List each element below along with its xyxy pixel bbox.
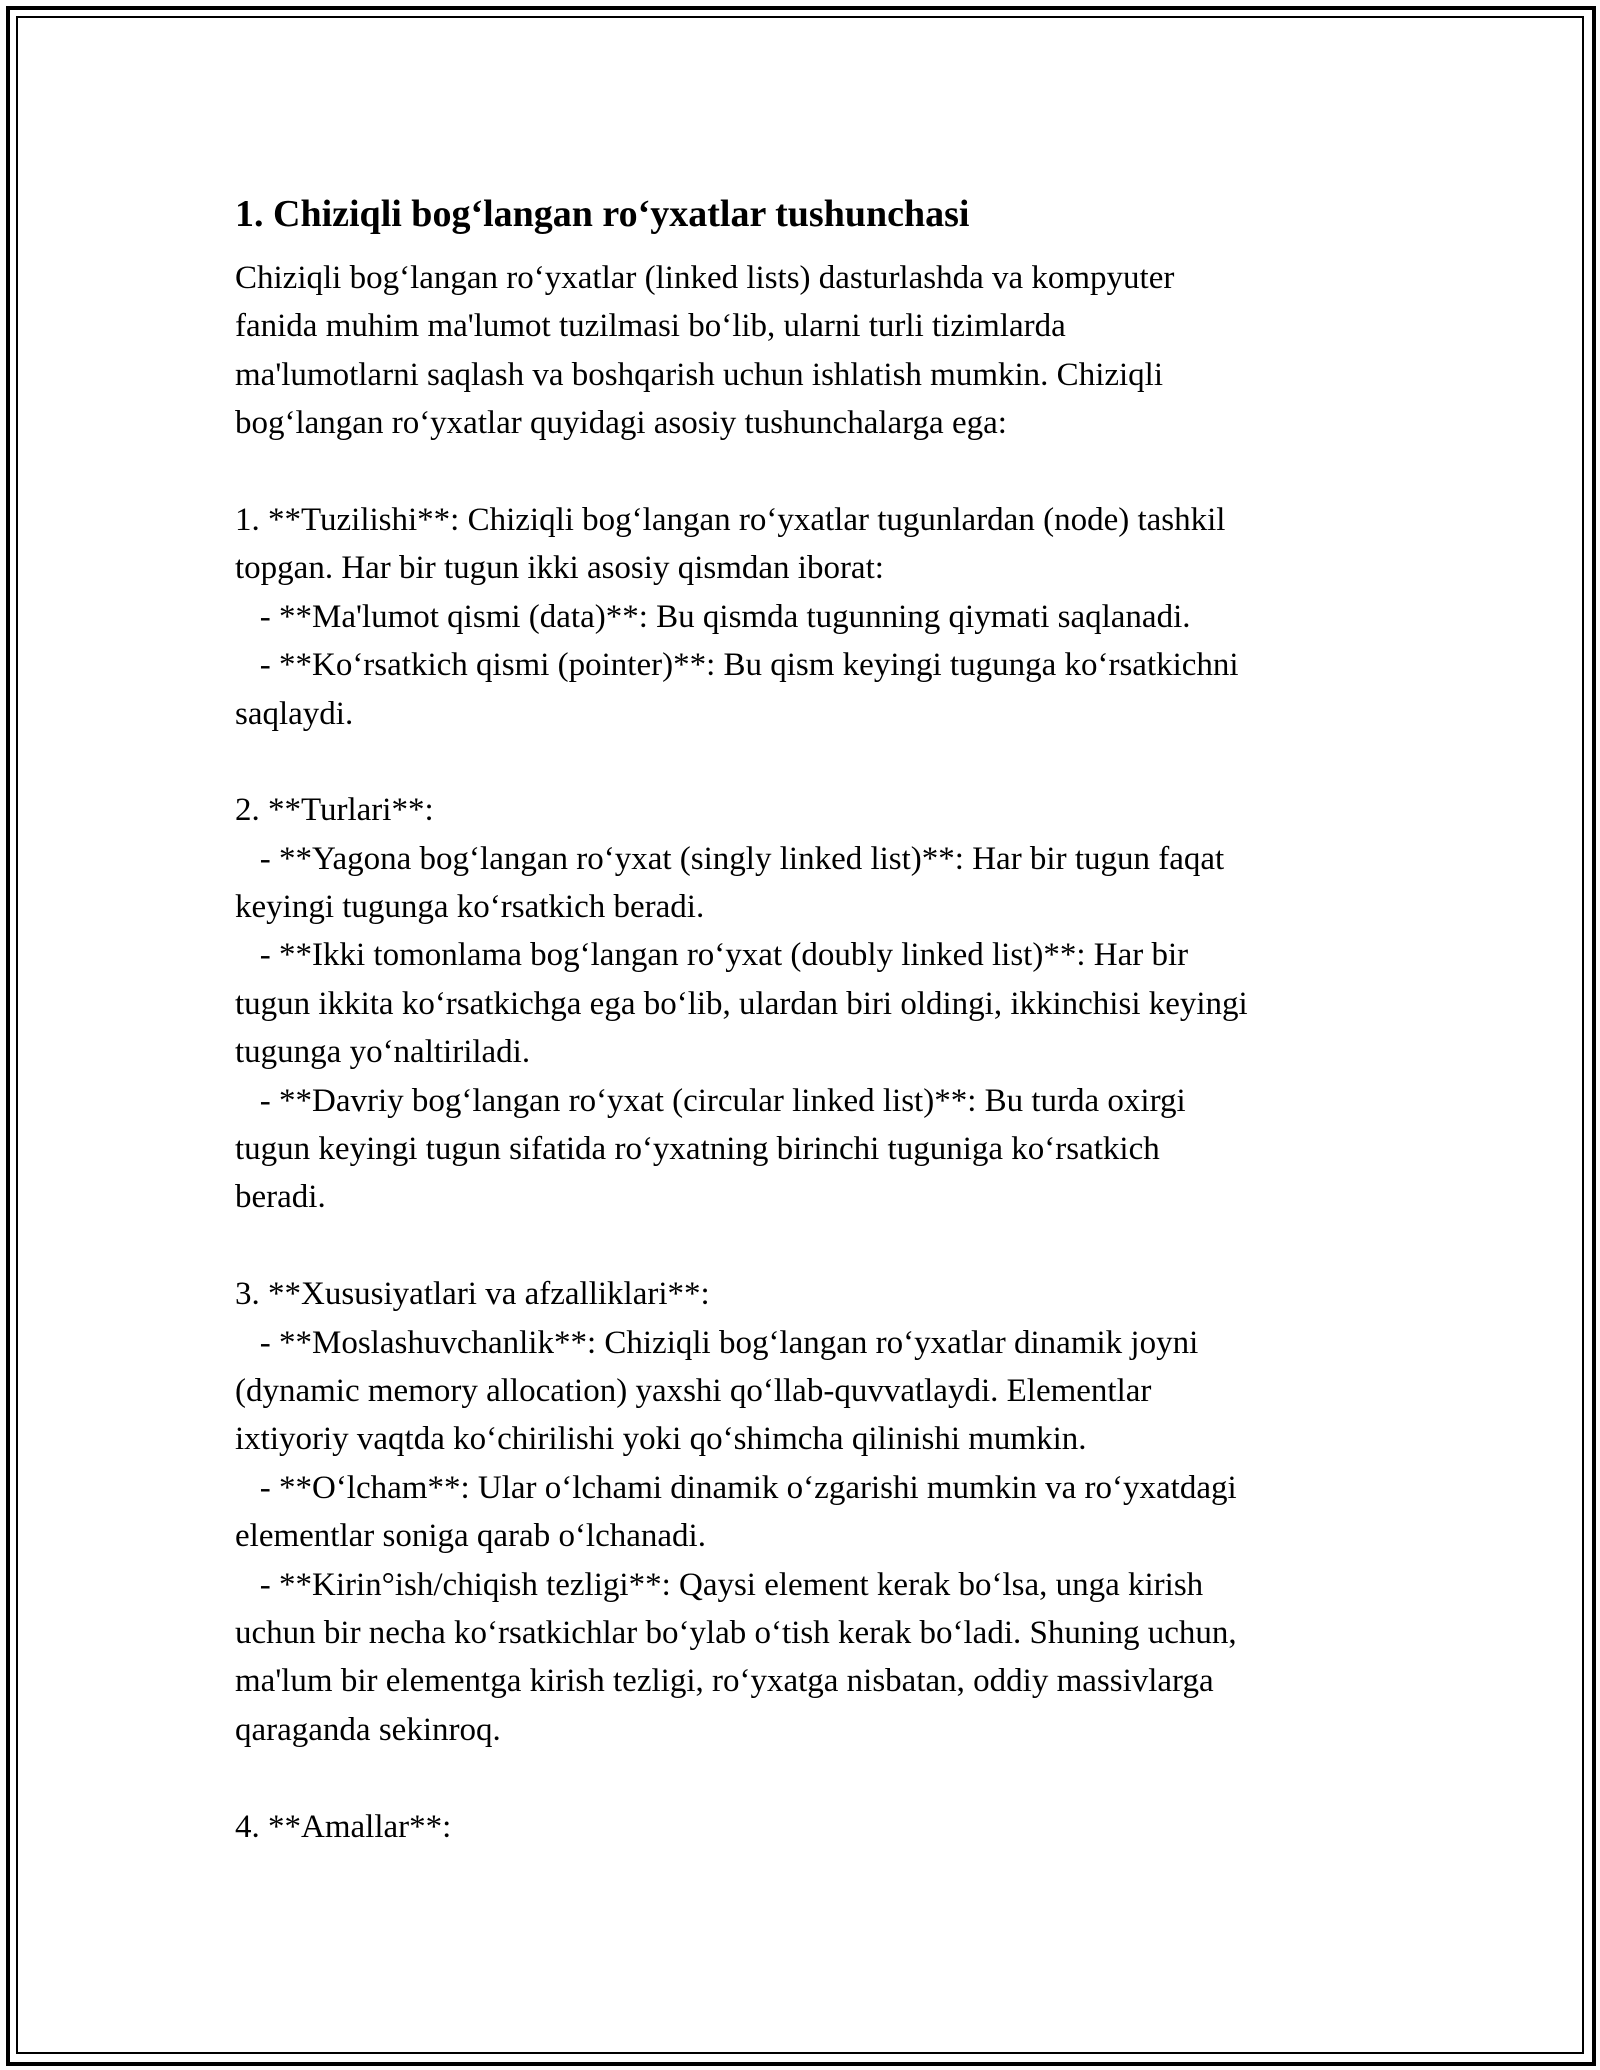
- text-line: ixtiyoriy vaqtda ko‘chirilishi yoki qo‘shimcha qilinishi mumkin.: [235, 1421, 1087, 1458]
- text-line: - **Ma'lumot qismi (data)**: Bu qismda tugunning qiymati saqlanadi.: [235, 598, 1191, 635]
- paragraph-spacer: [235, 738, 1375, 786]
- text-line: - **Ko‘rsatkich qismi (pointer)**: Bu qism keyingi tugunga ko‘rsatkichni: [235, 647, 1239, 684]
- text-line: uchun bir necha ko‘rsatkichlar bo‘ylab o‘tish kerak bo‘ladi. Shuning uchun,: [235, 1614, 1237, 1651]
- text-line: - **Ikki tomonlama bog‘langan ro‘yxat (doubly linked list)**: Har bir: [235, 937, 1189, 974]
- text-line: beradi.: [235, 1179, 326, 1216]
- intro-paragraph: [235, 254, 1375, 448]
- text-line: - **Moslashuvchanlik**: Chiziqli bog‘langan ro‘yxatlar dinamik joyni: [235, 1324, 1199, 1361]
- text-line: fanida muhim ma'lumot tuzilmasi bo‘lib, ularni turli tizimlarda: [235, 308, 1066, 345]
- text-line: - **Yagona bog‘langan ro‘yxat (singly linked list)**: Har bir tugun faqat: [235, 840, 1225, 877]
- text-line: ma'lumotlarni saqlash va boshqarish uchun ishlatish mumkin. Chiziqli: [235, 356, 1164, 393]
- text-line: saqlaydi.: [235, 695, 354, 732]
- section-types: [235, 786, 1375, 1222]
- section-operations: [235, 1803, 1375, 1851]
- text-line: (dynamic memory allocation) yaxshi qo‘llab-quvvatlaydi. Elementlar: [235, 1372, 1152, 1409]
- text-line: topgan. Har bir tugun ikki asosiy qismdan iborat:: [235, 550, 884, 587]
- text-line: tugun keyingi tugun sifatida ro‘yxatning birinchi tuguniga ko‘rsatkich: [235, 1131, 1160, 1168]
- text-line: - **Kirin°ish/chiqish tezligi**: Qaysi element kerak bo‘lsa, unga kirish: [235, 1566, 1204, 1603]
- text-line: qaraganda sekinroq.: [235, 1711, 501, 1748]
- text-line: 1. **Tuzilishi**: Chiziqli bog‘langan ro‘yxatlar tugunlardan (node) tashkil: [235, 501, 1226, 538]
- text-line: 2. **Turlari**:: [235, 792, 434, 829]
- paragraph-spacer: [235, 1222, 1375, 1270]
- text-line: ma'lum bir elementga kirish tezligi, ro‘yxatga nisbatan, oddiy massivlarga: [235, 1663, 1214, 1700]
- document-body: [235, 254, 1375, 1851]
- paragraph-spacer: [235, 1754, 1375, 1802]
- text-line: Chiziqli bog‘langan ro‘yxatlar (linked lists) dasturlashda va kompyuter: [235, 260, 1175, 296]
- paragraph-spacer: [235, 448, 1375, 496]
- text-line: tugunga yo‘naltiriladi.: [235, 1034, 531, 1071]
- document-page: [235, 190, 1375, 1851]
- text-line: bog‘langan ro‘yxatlar quyidagi asosiy tushunchalarga ega:: [235, 405, 1007, 442]
- section-features: [235, 1270, 1375, 1754]
- section-structure: [235, 496, 1375, 738]
- text-line: 4. **Amallar**:: [235, 1808, 452, 1845]
- text-line: 3. **Xususiyatlari va afzalliklari**:: [235, 1276, 710, 1313]
- text-line: tugun ikkita ko‘rsatkichga ega bo‘lib, ulardan biri oldingi, ikkinchisi keyingi: [235, 985, 1248, 1022]
- page-title: 1. Chiziqli bog‘langan ro‘yxatlar tushunchasi: [235, 193, 970, 235]
- text-line: - **O‘lcham**: Ular o‘lchami dinamik o‘zgarishi mumkin va ro‘yxatdagi: [235, 1469, 1237, 1506]
- text-line: elementlar soniga qarab o‘lchanadi.: [235, 1518, 706, 1555]
- text-line: keyingi tugunga ko‘rsatkich beradi.: [235, 889, 705, 926]
- text-line: - **Davriy bog‘langan ro‘yxat (circular linked list)**: Bu turda oxirgi: [235, 1082, 1186, 1119]
